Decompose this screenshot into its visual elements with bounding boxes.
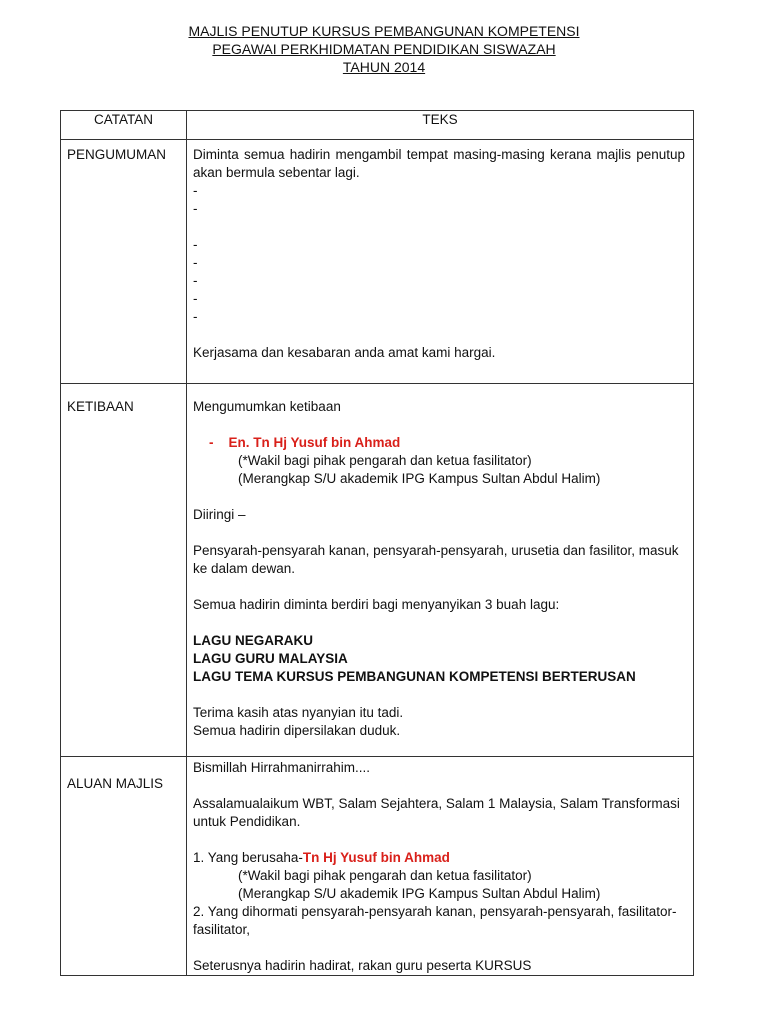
accompanied-text: Diiringi – <box>193 507 246 522</box>
bullet-dash: - <box>209 435 214 450</box>
item1-role-2: (Merangkap S/U akademik IPG Kampus Sultan Abdul Halim) <box>238 886 601 901</box>
pengumuman-closing: Kerjasama dan kesabaran anda amat kami hargai. <box>193 345 496 360</box>
script-table <box>60 110 694 976</box>
document-title <box>0 22 768 76</box>
vip-role-2: (Merangkap S/U akademik IPG Kampus Sultan Abdul Halim) <box>238 471 601 486</box>
entourage-text: Pensyarah-pensyarah kanan, pensyarah-pensyarah, urusetia dan fasilitor, masuk ke dalam dewan. <box>193 543 679 576</box>
label-pengumuman: PENGUMUMAN <box>67 147 167 162</box>
vip-name: En. Tn Hj Yusuf bin Ahmad <box>228 435 401 450</box>
song-3: LAGU TEMA KURSUS PEMBANGUNAN KOMPETENSI BERTERUSAN <box>193 669 636 684</box>
ketibaan-intro: Mengumumkan ketibaan <box>193 399 341 414</box>
item1-prefix: 1. Yang berusaha- <box>193 850 303 865</box>
thanks-text: Terima kasih atas nyanyian itu tadi. <box>193 705 404 720</box>
dash-item: - <box>193 237 198 252</box>
header-catatan: CATATAN <box>61 111 187 140</box>
item1-role-1: (*Wakil bagi pihak pengarah dan ketua fasilitator) <box>238 868 532 883</box>
row-ketibaan <box>61 384 694 757</box>
continue-text: Seterusnya hadirin hadirat, rakan guru peserta KURSUS <box>193 958 532 973</box>
bismillah-text: Bismillah Hirrahmanirrahim.... <box>193 760 371 775</box>
dash-item: - <box>193 255 198 270</box>
row-aluan-majlis <box>61 757 694 976</box>
label-aluan-majlis: ALUAN MAJLIS <box>67 776 164 791</box>
header-teks: TEKS <box>187 111 694 140</box>
table-header-row <box>61 111 694 140</box>
title-line-1: MAJLIS PENUTUP KURSUS PEMBANGUNAN KOMPETENSI <box>188 23 580 39</box>
vip-line <box>193 434 685 452</box>
song-1: LAGU NEGARAKU <box>193 633 313 648</box>
greeting-text: Assalamualaikum WBT, Salam Sejahtera, Salam 1 Malaysia, Salam Transformasi untuk Pendidikan. <box>193 796 680 829</box>
sit-text: Semua hadirin dipersilakan duduk. <box>193 723 401 738</box>
row-pengumuman <box>61 140 694 384</box>
dash-item: - <box>193 309 198 324</box>
dash-item: - <box>193 273 198 288</box>
title-line-2: PEGAWAI PERKHIDMATAN PENDIDIKAN SISWAZAH <box>212 41 556 57</box>
aluan-item-2: 2. Yang dihormati pensyarah-pensyarah kanan, pensyarah-pensyarah, fasilitator-fasilitator, <box>193 904 677 937</box>
vip-role-1: (*Wakil bagi pihak pengarah dan ketua fasilitator) <box>238 453 532 468</box>
dash-item: - <box>193 183 198 198</box>
label-ketibaan: KETIBAAN <box>67 399 134 414</box>
title-line-3: TAHUN 2014 <box>342 59 426 75</box>
aluan-item-1 <box>193 849 685 867</box>
stand-text: Semua hadirin diminta berdiri bagi menyanyikan 3 buah lagu: <box>193 597 560 612</box>
dash-item: - <box>193 291 198 306</box>
song-2: LAGU GURU MALAYSIA <box>193 651 348 666</box>
dash-item: - <box>193 201 198 216</box>
item1-name: Tn Hj Yusuf bin Ahmad <box>302 850 450 865</box>
pengumuman-intro: Diminta semua hadirin mengambil tempat masing-masing kerana majlis penutup akan bermula sebentar lagi. <box>193 147 685 180</box>
